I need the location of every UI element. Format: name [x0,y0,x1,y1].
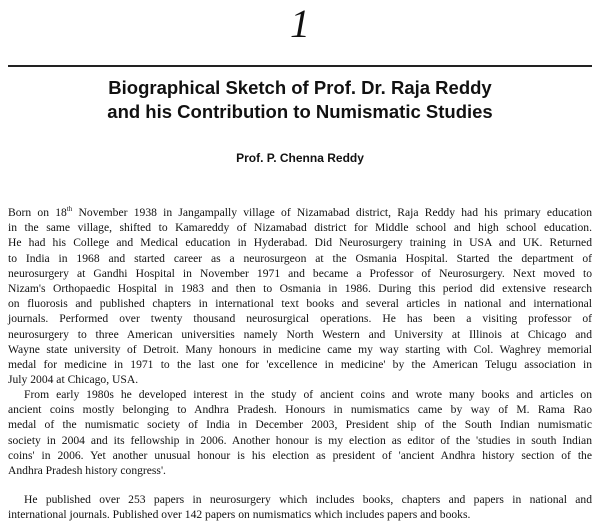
paragraph-line: journals. Performed over twenty thousand neurosurgical operations. He has been a visiting professor of [8,312,592,326]
paragraph-line: Wayne state university of Detroit. Many honours in medicine came my way starting with Col. Waghrey memorial [8,342,592,356]
chapter-title-line-1: Biographical Sketch of Prof. Dr. Raja Reddy [108,77,492,98]
paragraph-line: in the same village, shifted to Kamareddy of Nizamabad district for Middle school and high school education. [8,221,592,235]
paragraph-line: He had his College and Medical education in Hyderabad. Did Neurosurgery training in USA and UK. Returned [8,236,592,250]
chapter-number: 1 [290,1,310,46]
paragraph-line: medal for medicine in 1971 to the last one for 'excellence in medicine' by the American Telugu association in [8,358,592,372]
paragraph-line: international journals. Published over 142 papers on numismatics which includes papers and books. [8,508,471,522]
paragraph-line: ancient coins mostly belonging to Andhra Pradesh. Honours in numismatics came by way of M. Rama Rao [8,403,592,417]
paragraph-line: on fluorosis and published chapters in international text books and several articles in national and international [8,297,592,311]
paragraph-line: He published over 253 papers in neurosurgery which includes books, chapters and papers in national and [24,493,592,506]
paragraph-line: to India in 1968 and started career as a neurosurgeon at the Osmania Hospital. Started the department of [8,251,592,265]
paragraph-3 [8,492,592,522]
paragraph-1 [8,205,592,387]
chapter-title-line-2: and his Contribution to Numismatic Studies [107,101,493,122]
paragraph-line: medal of the numismatic society of India in December 2003, President ship of the South Indian numismatic [8,418,592,432]
paragraph-line: neurosurgery at Gandhi Hospital in November 1971 and became a Professor of Neurosurgery. Next moved to [8,266,592,280]
author-name: Prof. P. Chenna Reddy [236,151,364,165]
paragraph-2 [8,387,592,478]
header-rule [8,65,592,67]
chapter-title [0,76,600,124]
paragraph-line: Andhra Pradesh history congress'. [8,464,166,478]
paragraph-line: July 2004 at Chicago, USA. [8,373,139,387]
paragraph-line: From early 1980s he developed interest in the study of ancient coins and wrote many books and articles on [24,388,592,401]
paragraph-line: Nizam's Orthopaedic Hospital in 1983 and then to Osmania in 1986. During this period did extensive research [8,282,592,296]
paragraph-line: neurosurgery to three American universities namely North Western and University at Illinois at Chicago and [8,327,592,341]
paragraph-line: society in 2004 and its fellowship in 2006. Another honour is my election as editor of the 'studies in south Indian [8,433,592,447]
paragraph-line: coins' in 2006. Yet another unusual honour is his election as president of 'ancient Andhra history section of the [8,448,592,462]
paragraph-line: Born on 18th November 1938 in Jangampally village of Nizamabad district, Raja Reddy had his primary education [8,205,593,219]
